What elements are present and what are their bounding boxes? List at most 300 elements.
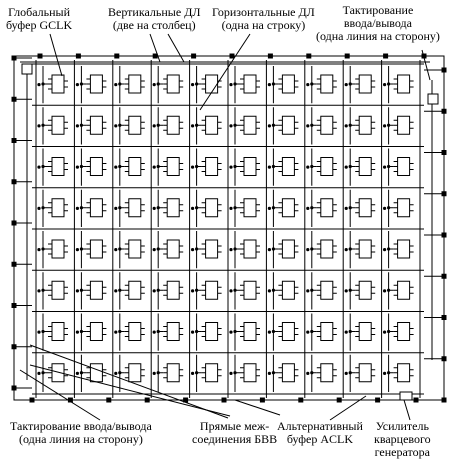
label-io-clock-top-line1: Тактирование	[342, 3, 414, 17]
channel-dot	[383, 124, 386, 127]
clb-block	[52, 75, 64, 93]
io-pad	[12, 97, 17, 102]
channel-dot	[268, 207, 271, 210]
clb-block	[129, 158, 141, 176]
channel-dot	[114, 372, 117, 375]
clb-block	[282, 364, 294, 382]
channel-dot	[76, 207, 79, 210]
channel-dot	[191, 289, 194, 292]
channel-dot	[37, 166, 40, 169]
io-pad	[298, 398, 303, 403]
channel-dot	[345, 207, 348, 210]
channel-dot	[114, 289, 117, 292]
clock-junction	[80, 247, 83, 250]
io-pad	[383, 54, 388, 59]
clb-block	[398, 323, 410, 341]
channel-dot	[191, 207, 194, 210]
clock-junction	[80, 165, 83, 168]
clb-block	[206, 364, 218, 382]
clock-junction	[387, 330, 390, 333]
clock-junction	[272, 82, 275, 85]
channel-dot	[383, 372, 386, 375]
clock-junction	[272, 247, 275, 250]
io-clock-buffer	[428, 94, 438, 104]
clb-block	[398, 158, 410, 176]
clock-junction	[233, 247, 236, 250]
clock-junction	[41, 82, 44, 85]
clock-junction	[80, 330, 83, 333]
clock-junction	[310, 124, 313, 127]
clb-block	[244, 158, 256, 176]
clb-block	[398, 116, 410, 134]
channel-dot	[345, 331, 348, 334]
clb-block	[167, 364, 179, 382]
clock-junction	[233, 289, 236, 292]
channel-dot	[306, 248, 309, 251]
label-global-buffer	[6, 6, 72, 32]
channel-dot	[114, 166, 117, 169]
io-pad	[12, 344, 17, 349]
channel-dot	[306, 83, 309, 86]
clb-block	[282, 116, 294, 134]
channel-dot	[345, 248, 348, 251]
pointer-direct-interconnect-c	[235, 400, 280, 415]
io-pad	[106, 398, 111, 403]
io-pad	[268, 54, 273, 59]
io-pad	[414, 398, 419, 403]
clock-junction	[41, 371, 44, 374]
crystal-amp-block	[400, 392, 412, 400]
clock-junction	[387, 165, 390, 168]
io-pad	[12, 138, 17, 143]
channel-dot	[191, 248, 194, 251]
clock-junction	[157, 206, 160, 209]
clock-junction	[349, 206, 352, 209]
clock-junction	[157, 289, 160, 292]
clock-junction	[310, 82, 313, 85]
clock-junction	[387, 289, 390, 292]
clb-block	[167, 199, 179, 217]
clb-block	[206, 75, 218, 93]
channel-dot	[191, 166, 194, 169]
clock-junction	[310, 289, 313, 292]
io-pad	[114, 54, 119, 59]
channel-dot	[153, 166, 156, 169]
label-horizontal-lines-line2: (одна на строку)	[221, 18, 306, 32]
clb-block	[359, 158, 371, 176]
label-crystal-amp-line3: генератора	[374, 445, 430, 459]
clb-block	[359, 75, 371, 93]
clb-block	[206, 281, 218, 299]
clock-junction	[310, 330, 313, 333]
clb-block	[282, 281, 294, 299]
label-direct-interconnect-line2: соединения БВВ	[192, 432, 278, 446]
io-pad	[12, 56, 17, 61]
io-pad	[191, 54, 196, 59]
clock-junction	[195, 82, 198, 85]
clb-block	[129, 364, 141, 382]
io-pad	[442, 233, 447, 238]
channel-dot	[114, 248, 117, 251]
clock-junction	[387, 371, 390, 374]
gclk-buffer	[22, 64, 32, 74]
channel-dot	[229, 207, 232, 210]
clock-junction	[41, 289, 44, 292]
pointer-global-buffer	[50, 34, 62, 76]
channel-dot	[76, 331, 79, 334]
channel-dot	[191, 124, 194, 127]
channel-dot	[37, 207, 40, 210]
clock-junction	[233, 124, 236, 127]
clock-junction	[157, 330, 160, 333]
channel-dot	[268, 372, 271, 375]
channel-dot	[153, 331, 156, 334]
channel-dot	[306, 372, 309, 375]
channel-dot	[76, 83, 79, 86]
clock-junction	[157, 165, 160, 168]
clock-junction	[80, 206, 83, 209]
pointer-crystal-amp	[404, 400, 410, 420]
clb-block	[398, 75, 410, 93]
clb-block	[206, 158, 218, 176]
io-pad	[12, 262, 17, 267]
label-vertical-lines-line1: Вертикальные ДЛ	[108, 5, 201, 19]
clb-block	[244, 281, 256, 299]
clock-junction	[272, 289, 275, 292]
clock-junction	[118, 206, 121, 209]
label-vertical-lines	[108, 6, 201, 32]
io-pad	[442, 274, 447, 279]
clb-block	[244, 323, 256, 341]
clock-junction	[157, 124, 160, 127]
clb-block	[282, 240, 294, 258]
io-pad	[442, 150, 447, 155]
clock-junction	[195, 247, 198, 250]
clock-junction	[41, 330, 44, 333]
clb-block	[90, 199, 102, 217]
label-direct-interconnect-line1: Прямые меж-	[199, 419, 270, 433]
clock-junction	[233, 82, 236, 85]
channel-dot	[37, 372, 40, 375]
clb-block	[90, 240, 102, 258]
channel-dot	[114, 331, 117, 334]
clb-block	[52, 240, 64, 258]
channel-dot	[306, 166, 309, 169]
clock-junction	[387, 206, 390, 209]
clb-block	[321, 116, 333, 134]
clock-junction	[272, 206, 275, 209]
clock-junction	[387, 82, 390, 85]
clock-junction	[41, 124, 44, 127]
clb-block	[359, 116, 371, 134]
io-pad	[38, 54, 43, 59]
clock-junction	[310, 371, 313, 374]
pointer-horizontal-lines	[200, 34, 250, 110]
clock-junction	[80, 124, 83, 127]
clock-junction	[118, 124, 121, 127]
channel-dot	[191, 83, 194, 86]
channel-dot	[268, 166, 271, 169]
clb-block	[359, 364, 371, 382]
clock-junction	[272, 165, 275, 168]
channel-dot	[383, 207, 386, 210]
clock-junction	[157, 247, 160, 250]
label-io-clock-top-line3: (одна линия на сторону)	[316, 29, 440, 43]
channel-dot	[76, 166, 79, 169]
clb-block	[244, 240, 256, 258]
io-pad	[345, 54, 350, 59]
channel-dot	[345, 289, 348, 292]
io-pad	[442, 315, 447, 320]
label-io-clock-bottom-line2: (одна линия на сторону)	[18, 432, 143, 446]
channel-dot	[268, 248, 271, 251]
channel-dot	[191, 372, 194, 375]
label-io-clock-top	[316, 4, 440, 43]
clock-junction	[195, 165, 198, 168]
clb-block	[321, 323, 333, 341]
label-horizontal-lines-line1: Горизонтальные ДЛ	[212, 5, 315, 19]
io-pad	[442, 191, 447, 196]
channel-dot	[306, 124, 309, 127]
clb-block	[282, 323, 294, 341]
clb-block	[206, 116, 218, 134]
io-pad	[442, 68, 447, 73]
clock-junction	[195, 206, 198, 209]
clock-junction	[195, 371, 198, 374]
channel-dot	[37, 331, 40, 334]
label-crystal-amp-line1: Усилитель	[375, 419, 429, 433]
clock-junction	[310, 247, 313, 250]
clb-block	[129, 323, 141, 341]
channel-dot	[268, 124, 271, 127]
channel-dot	[76, 248, 79, 251]
clock-junction	[118, 330, 121, 333]
clock-junction	[80, 289, 83, 292]
channel-dot	[153, 83, 156, 86]
clock-junction	[272, 330, 275, 333]
clock-junction	[233, 330, 236, 333]
clb-block	[321, 158, 333, 176]
clb-block	[90, 281, 102, 299]
clock-junction	[118, 247, 121, 250]
clb-block	[244, 116, 256, 134]
label-global-buffer-line1: Глобальный	[8, 5, 71, 19]
clb-block	[244, 199, 256, 217]
channel-dot	[76, 124, 79, 127]
channel-dot	[383, 248, 386, 251]
clock-junction	[233, 206, 236, 209]
clock-junction	[118, 289, 121, 292]
clb-block	[167, 323, 179, 341]
io-pad	[12, 386, 17, 391]
channel-dot	[114, 124, 117, 127]
clock-junction	[233, 165, 236, 168]
clb-block	[282, 158, 294, 176]
channel-dot	[37, 83, 40, 86]
io-pad	[12, 221, 17, 226]
channel-dot	[153, 124, 156, 127]
clb-block	[167, 116, 179, 134]
clock-junction	[349, 371, 352, 374]
clb-block	[52, 199, 64, 217]
channel-dot	[229, 372, 232, 375]
clb-block	[398, 281, 410, 299]
clock-junction	[349, 82, 352, 85]
channel-dot	[268, 83, 271, 86]
channel-dot	[345, 124, 348, 127]
clock-junction	[118, 82, 121, 85]
label-vertical-lines-line2: (две на столбец)	[112, 18, 196, 32]
channel-dot	[76, 372, 79, 375]
clb-block	[321, 199, 333, 217]
clb-block	[52, 116, 64, 134]
label-direct-interconnect	[192, 420, 277, 446]
clock-junction	[195, 124, 198, 127]
clock-junction	[157, 371, 160, 374]
clock-junction	[310, 165, 313, 168]
clb-block	[167, 75, 179, 93]
clock-junction	[195, 330, 198, 333]
clock-junction	[349, 289, 352, 292]
clock-junction	[80, 82, 83, 85]
clb-block	[206, 240, 218, 258]
channel-dot	[383, 289, 386, 292]
clock-junction	[349, 124, 352, 127]
channel-dot	[345, 83, 348, 86]
clock-junction	[272, 371, 275, 374]
channel-dot	[37, 124, 40, 127]
clock-junction	[387, 247, 390, 250]
clb-block	[398, 364, 410, 382]
pointer-vertical-lines-2	[168, 34, 184, 62]
channel-dot	[229, 331, 232, 334]
clb-block	[167, 281, 179, 299]
clock-junction	[41, 206, 44, 209]
clock-junction	[195, 289, 198, 292]
channel-dot	[306, 289, 309, 292]
clb-block	[90, 75, 102, 93]
clb-block	[129, 199, 141, 217]
clb-block	[90, 364, 102, 382]
channel-dot	[229, 248, 232, 251]
label-crystal-amp-line2: кварцевого	[374, 432, 431, 446]
io-pad	[442, 398, 447, 403]
channel-dot	[153, 289, 156, 292]
io-pad	[375, 398, 380, 403]
clb-block	[206, 323, 218, 341]
clb-block	[359, 323, 371, 341]
io-pad	[442, 356, 447, 361]
label-horizontal-lines	[212, 6, 315, 32]
clb-block	[52, 323, 64, 341]
clock-junction	[233, 371, 236, 374]
clb-block	[282, 75, 294, 93]
clb-block	[90, 116, 102, 134]
channel-dot	[345, 166, 348, 169]
channel-dot	[306, 331, 309, 334]
clb-block	[359, 199, 371, 217]
clb-block	[398, 199, 410, 217]
channel-dot	[114, 83, 117, 86]
clb-block	[52, 281, 64, 299]
channel-dot	[37, 248, 40, 251]
clock-junction	[349, 330, 352, 333]
io-pad	[76, 54, 81, 59]
clock-junction	[349, 165, 352, 168]
clb-grid	[14, 56, 444, 400]
clock-junction	[118, 371, 121, 374]
channel-dot	[153, 207, 156, 210]
clb-block	[359, 281, 371, 299]
clock-junction	[387, 124, 390, 127]
clock-junction	[118, 165, 121, 168]
clb-block	[129, 116, 141, 134]
io-pad	[222, 398, 227, 403]
label-alt-buffer	[277, 420, 363, 446]
channel-dot	[383, 331, 386, 334]
io-pad	[442, 109, 447, 114]
clb-block	[244, 364, 256, 382]
clb-block	[321, 281, 333, 299]
clb-block	[90, 158, 102, 176]
io-pad	[337, 398, 342, 403]
channel-dot	[268, 289, 271, 292]
clb-block	[398, 240, 410, 258]
clb-block	[206, 199, 218, 217]
clb-block	[321, 240, 333, 258]
channel-dot	[229, 289, 232, 292]
channel-dot	[268, 331, 271, 334]
label-io-clock-bottom-line1: Тактирование ввода/вывода	[10, 419, 152, 433]
clock-junction	[310, 206, 313, 209]
channel-dot	[229, 83, 232, 86]
clock-junction	[157, 82, 160, 85]
clb-block	[359, 240, 371, 258]
channel-dot	[306, 207, 309, 210]
clb-block	[167, 240, 179, 258]
channel-dot	[153, 248, 156, 251]
channel-dot	[229, 124, 232, 127]
label-crystal-amp	[374, 420, 431, 459]
io-pad	[30, 398, 35, 403]
clb-block	[52, 158, 64, 176]
clb-block	[90, 323, 102, 341]
clock-junction	[272, 124, 275, 127]
clb-block	[282, 199, 294, 217]
clb-block	[129, 240, 141, 258]
label-io-clock-top-line2: ввода/вывода	[343, 16, 412, 30]
clb-block	[167, 158, 179, 176]
channel-dot	[345, 372, 348, 375]
clock-junction	[41, 247, 44, 250]
io-pad	[260, 398, 265, 403]
clock-junction	[41, 165, 44, 168]
label-alt-buffer-line1: Альтернативный	[277, 419, 363, 433]
clb-block	[129, 281, 141, 299]
channel-dot	[114, 207, 117, 210]
channel-dot	[383, 83, 386, 86]
clock-junction	[80, 371, 83, 374]
io-pad	[306, 54, 311, 59]
io-pad	[230, 54, 235, 59]
io-pad	[12, 303, 17, 308]
io-pad	[145, 398, 150, 403]
clb-block	[321, 75, 333, 93]
label-alt-buffer-line2: буфер ACLK	[286, 432, 354, 446]
channel-dot	[229, 166, 232, 169]
channel-dot	[383, 166, 386, 169]
io-pad	[12, 179, 17, 184]
